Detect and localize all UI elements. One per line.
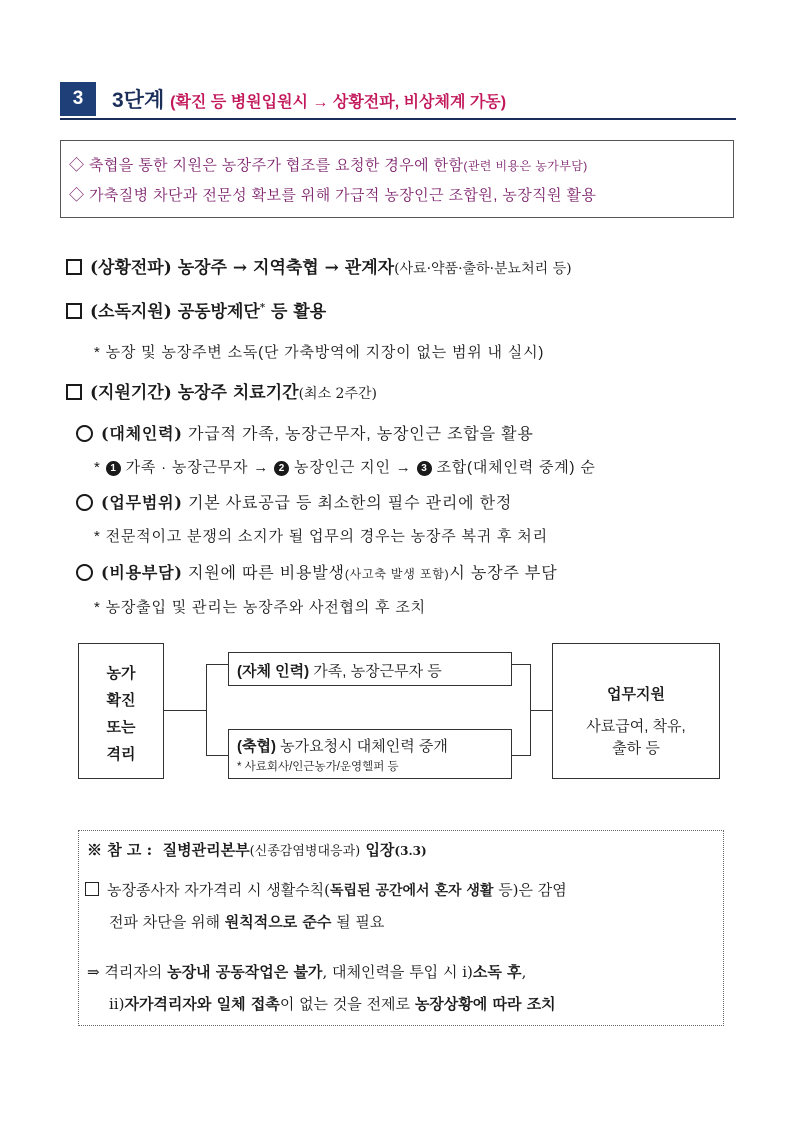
bullet-2-text: 기본 사료공급 등 최소한의 필수 관리에 한정 [182,495,513,512]
section-3-note: (최소 2주간) [298,386,377,402]
ref-p3-bold: 농장내 공동작업은 불가 [167,963,323,981]
connector-bracket [206,664,207,756]
empty-checkbox-icon [85,882,99,896]
reference-heading [87,839,427,860]
bullet-1-label: (대체인력) [101,424,183,443]
number-badge-2: 2 [274,461,289,476]
work-support-title: 업무지원 [607,686,665,703]
bullet-3-text: 지원에 따른 비용발생 [182,565,345,582]
bullet-3-label: (비용부담) [101,563,183,582]
reference-date: (3.3) [394,844,427,858]
section-2-tail: 등 활용 [265,302,327,322]
circle-bullet-icon [76,564,93,581]
connector-line [530,710,552,711]
notice-box [60,140,734,218]
section-2-text: (소독지원) 공동방제단 [90,302,260,322]
number-badge-3: 3 [417,461,432,476]
ref-p4-text: ⅱ) [109,995,125,1013]
ref-p2-text: 전파 차단을 위해 [109,913,225,931]
diagram-coop-box [228,729,512,779]
ref-p4-bold: 자가격리자와 일체 접촉 [124,995,280,1013]
reference-department: (신종감염병대응과) [249,844,361,859]
diagram-work-support-box [552,643,720,779]
coop-note: * 사료회사/인근농가/운영헬퍼 등 [237,761,399,773]
farm-box-line: 격리 [106,746,136,763]
connector-line [512,755,530,756]
self-labor-label: (자체 인력) [237,663,310,680]
footnote-step-2: 농장인근 지인 → [289,459,417,476]
reference-conclusion-2 [109,993,556,1014]
notice-line-2: ◇ 가축질병 차단과 전문성 확보를 위해 가급적 농장인근 조합원, 농장직원 활용 [69,187,597,204]
section-support-period [66,378,377,403]
reference-position: 입장 [365,841,395,859]
stage-label: 3단계 [112,89,165,112]
section-title [112,84,506,114]
checkbox-icon [66,259,82,275]
connector-line [512,664,530,665]
notice-line-1 [69,151,733,181]
ref-p4-bold-2: 농장상황에 따라 조치 [414,995,556,1013]
connector-line [164,710,206,711]
bullet-3-note: (사고축 발생 포함) [344,567,450,581]
ref-p1-tail: 등)은 감염 [493,881,567,899]
section-1-text: (상황전파) 농장주 → 지역축협 → 관계자 [90,258,395,278]
reference-paragraph-1-cont [109,911,384,932]
bullet-2-footnote: * 전문적이고 분쟁의 소지가 될 업무의 경우는 농장주 복귀 후 처리 [94,528,548,545]
notice-line-1-note: (관련 비용은 농가부담) [463,159,588,173]
section-header [60,80,736,120]
reference-box [78,830,724,1026]
section-1-note: (사료·약품·출하·분뇨처리 등) [394,261,572,277]
reference-conclusion-1 [87,961,526,982]
footnote-star: * [94,459,106,476]
bullet-cost-burden [76,560,557,583]
bullet-1-footnote [94,456,596,477]
circle-bullet-icon [76,425,93,442]
coop-label: (축협) [237,738,276,755]
checkbox-icon [66,384,82,400]
bullet-substitute-labor [76,421,534,444]
ref-p2-tail: 될 필요 [331,913,385,931]
section-disinfection [66,297,326,322]
self-labor-text: 가족, 농장근무자 등 [309,663,442,680]
reference-source: 질병관리본부 [162,841,250,859]
bullet-2-label: (업무범위) [101,493,183,512]
ref-p3-text: ⇒ 격리자의 [87,963,168,981]
footnote-mark: * [259,302,266,314]
work-support-line: 사료급여, 착유, [586,718,686,735]
circle-bullet-icon [76,494,93,511]
section-2-footnote: * 농장 및 농장주변 소독(단 가축방역에 지장이 없는 범위 내 실시) [94,344,545,361]
ref-p1-text: 농장종사자 자가격리 시 생활수칙( [107,881,331,899]
footnote-step-3: 조합(대체인력 중계) 순 [431,459,596,476]
ref-p3-tail: , [521,963,527,981]
footnote-step-1: 가족 · 농장근무자 → [120,459,275,476]
coop-text: 농가요청시 대체인력 중개 [275,738,448,755]
diagram-self-labor-box [228,652,512,686]
notice-line-1-main: ◇ 축협을 통한 지원은 농장주가 협조를 요청한 경우에 한함 [69,157,464,174]
bullet-3-tail: 시 농장주 부담 [449,565,558,582]
section-3-text: (지원기간) 농장주 치료기간 [90,383,299,403]
farm-box-line: 또는 [106,719,136,736]
connector-line [206,755,228,756]
section-situation-spread [66,253,572,278]
section-number-badge: 3 [60,82,96,116]
ref-p2-bold: 원칙적으로 준수 [224,913,332,931]
ref-p1-bold: 독립된 공간에서 혼자 생활 [330,883,494,899]
bullet-1-text: 가급적 가족, 농장근무자, 농장인근 조합을 활용 [182,426,534,443]
reference-paragraph-1 [85,879,567,900]
work-support-line: 출하 등 [612,740,660,757]
bullet-3-footnote: * 농장출입 및 관리는 농장주와 사전협의 후 조치 [94,599,426,616]
stage-subtitle: (확진 등 병원입원시 → 상황전파, 비상체계 가동) [170,94,507,111]
ref-p3-bold-2: 소독 후 [472,963,522,981]
farm-box-line: 확진 [106,692,136,709]
diagram-farm-box [78,643,164,779]
checkbox-icon [66,303,82,319]
connector-line [206,664,228,665]
reference-mark: ※ 참 고 : [87,841,153,859]
ref-p3-mid: , 대체인력을 투입 시 ⅰ) [322,963,473,981]
farm-box-line: 농가 [106,665,136,682]
number-badge-1: 1 [106,461,121,476]
ref-p4-mid: 이 없는 것을 전제로 [279,995,415,1013]
header-underline [60,118,736,120]
bullet-work-scope [76,490,512,513]
